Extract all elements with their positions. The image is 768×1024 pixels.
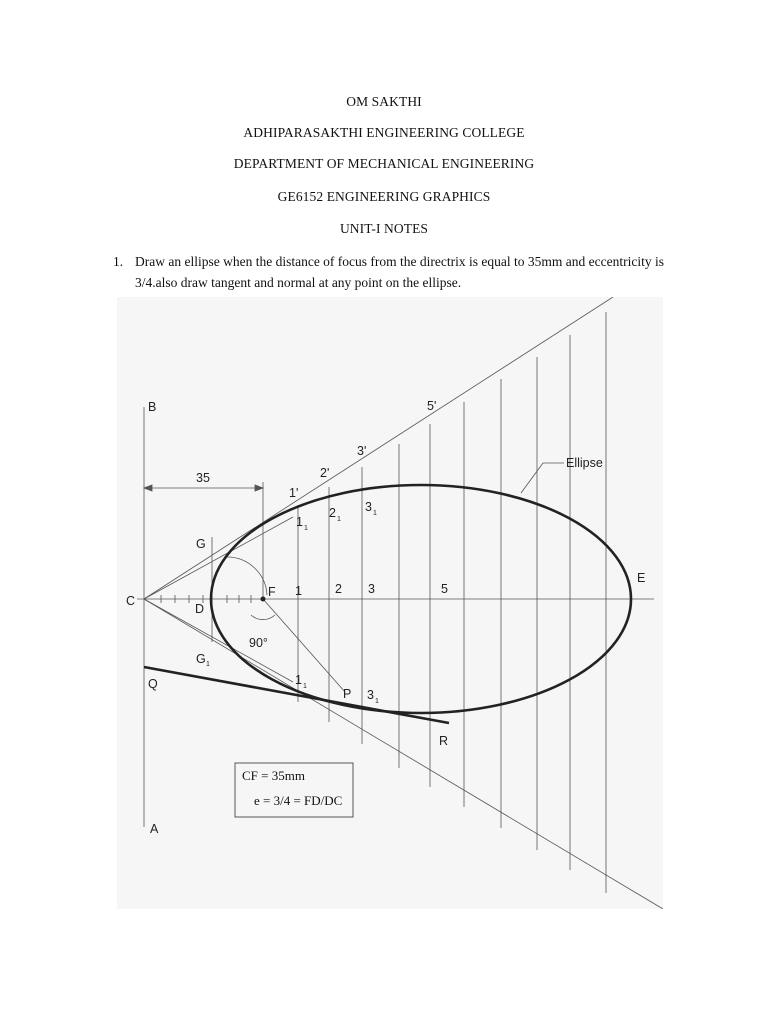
question-number: 1.: [113, 254, 124, 269]
label-point-5-prime: 5': [427, 399, 437, 413]
label-p: P: [343, 687, 352, 701]
label-point-3-prime: 3': [357, 444, 367, 458]
label-point-5: 5: [441, 582, 448, 596]
focus-point: [261, 597, 266, 602]
label-lower-3: 3: [367, 688, 374, 702]
label-e: E: [637, 571, 646, 585]
label-upper-2: 2: [329, 506, 336, 520]
label-upper-3: 3: [365, 500, 372, 514]
college-name: ADHIPARASAKTHI ENGINEERING COLLEGE: [243, 125, 525, 140]
upper-ray-line: [144, 297, 613, 599]
label-angle: 90°: [249, 636, 268, 650]
unit-title: UNIT-I NOTES: [339, 221, 429, 236]
figure-svg: [117, 297, 663, 909]
label-g: G: [196, 537, 206, 551]
label-q: Q: [148, 677, 158, 691]
label-b: B: [148, 400, 157, 414]
box-line-1: CF = 35mm: [242, 768, 305, 783]
label-point-2-prime: 2': [320, 466, 330, 480]
department-name: DEPARTMENT OF MECHANICAL ENGINEERING: [233, 156, 535, 171]
lower-ray-line: [144, 599, 663, 909]
box-line-2: e = 3/4 = FD/DC: [254, 793, 343, 808]
construction-line-cg1: [144, 599, 293, 682]
label-f: F: [268, 585, 276, 599]
label-ellipse: Ellipse: [566, 456, 603, 470]
label-g1: G: [196, 652, 206, 666]
question-text: Draw an ellipse when the distance of focus from the directrix is equal to 35mm and eccentricity is 3/4.also draw tangent and normal at any point on the ellipse.: [135, 254, 664, 290]
label-upper-1-sub: 1: [304, 525, 308, 532]
ellipse-construction-figure: [117, 297, 663, 909]
label-lower-3-sub: 1: [375, 698, 379, 705]
label-g1-sub: 1: [206, 661, 210, 668]
normal-line: [263, 599, 345, 692]
label-dimension: 35: [196, 471, 210, 485]
label-d: D: [195, 602, 205, 616]
dimension-arrow-right: [255, 485, 263, 491]
dimension-arrow-left: [144, 485, 152, 491]
label-upper-2-sub: 1: [337, 516, 341, 523]
label-point-1-prime: 1': [289, 486, 299, 500]
header-line-1: OM SAKTHI: [346, 94, 422, 109]
label-lower-1-sub: 1: [303, 683, 307, 690]
question-1: [113, 251, 683, 293]
label-upper-3-sub: 1: [373, 510, 377, 517]
label-point-3: 3: [368, 582, 375, 596]
angle-arc: [227, 557, 267, 595]
label-c: C: [126, 594, 136, 608]
ellipse-leader-line: [521, 463, 543, 493]
label-r: R: [439, 734, 449, 748]
label-point-2: 2: [335, 582, 342, 596]
label-point-1: 1: [295, 584, 302, 598]
course-title: GE6152 ENGINEERING GRAPHICS: [277, 189, 491, 204]
label-upper-1: 1: [296, 515, 303, 529]
label-a: A: [150, 822, 159, 836]
label-lower-1: 1: [295, 673, 302, 687]
right-angle-arc: [251, 615, 275, 620]
